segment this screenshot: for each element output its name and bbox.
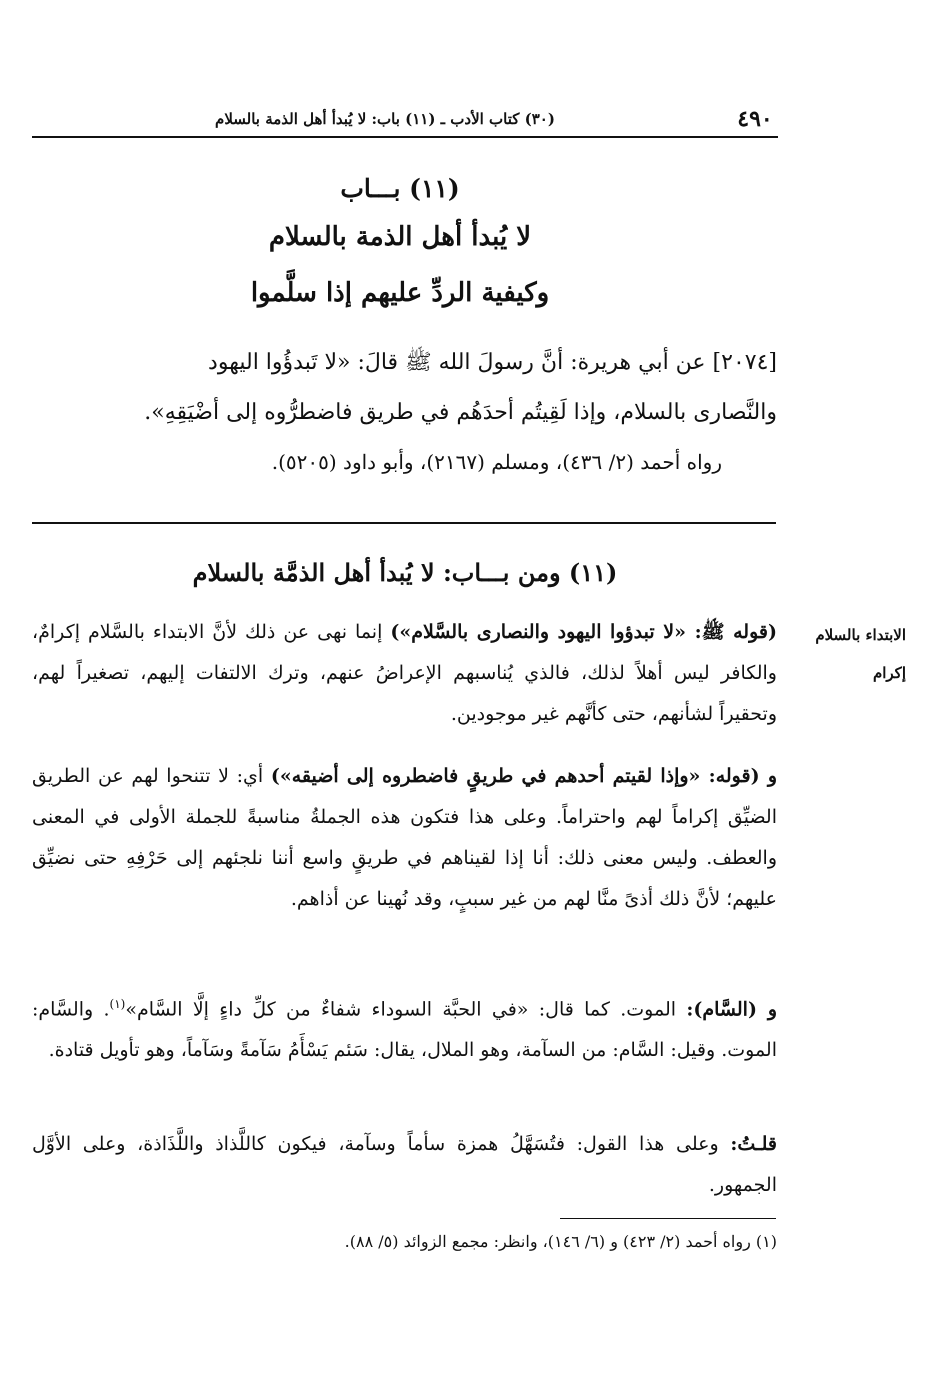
running-header: (٣٠) كتاب الأدب ـ (١١) باب: لا يُبدأ أهل الذمة بالسلام (215, 110, 555, 128)
footnote-reference: (١) (109, 997, 126, 1011)
hadith-text (32, 338, 777, 438)
p4-text: وعلى هذا القول: فتُسَهَّلُ همزة سأماً وسآمة، فيكون كاللَّذاذ واللَّذَاذة، وعلى الأوَّل الجمهور. (32, 1133, 777, 1196)
footnote-rule (560, 1218, 776, 1219)
section-divider (32, 522, 776, 524)
p2-lead: و (قوله: «وإذا لقيتم أحدهم في طريقٍ فاضطروه إلى أضيقه») (270, 765, 777, 787)
commentary-paragraph-2 (32, 756, 777, 920)
commentary-paragraph-4 (32, 1124, 777, 1206)
header-rule (32, 136, 778, 138)
margin-note-1: الابتداء بالسلام (815, 626, 906, 644)
commentary-title: (١١) ومن بـــاب: لا يُبدأ أهل الذمَّة بالسلام (192, 558, 618, 587)
commentary-paragraph-3 (32, 984, 777, 1071)
p1-text: إنما نهى عن ذلك لأنَّ الابتداء بالسَّلام إكرامٌ، والكافر ليس أهلاً لذلك، فالذي يُناسبهم الإعراضُ عنهم، وترك الالتفات إليهم، تصغيراً لهم، وتحقيراً لشأنهم، حتى كأنَّهم غير موجودين. (32, 621, 777, 725)
hadith-line-1: [٢٠٧٤] عن أبي هريرة: أنَّ رسولَ الله ﷺ قالَ: «لا تَبدؤُوا اليهود (208, 350, 777, 375)
p3-lead: و (السَّام): (686, 998, 777, 1021)
hadith-source: رواه أحمد (٢/ ٤٣٦)، ومسلم (٢١٦٧)، وأبو داود (٥٢٠٥). (271, 450, 722, 474)
p1-lead: (قوله ﷺ: «لا تبدؤوا اليهود والنصارى بالسَّلام») (390, 621, 777, 643)
page-number: ٤٩٠ (737, 106, 773, 132)
p4-lead: قلـتُ: (730, 1133, 777, 1155)
margin-note-2: إكرام (872, 664, 906, 682)
p3-text-a: الموت. كما قال: «في الحبَّة السوداء شفاءٌ من كلِّ داءٍ إلَّا السَّام» (125, 998, 687, 1021)
p2-text: أي: لا تتنحوا لهم عن الطريق الضيِّق إكراماً لهم واحتراماً. وعلى هذا فتكون هذه الجملةُ مناسبةً للجملة الأولى في المعنى والعطف. وليس معنى ذلك: أنا إذا لقيناهم في طريقٍ واسع أننا نلجئهم إلى حَرْفِهِ حتى نضيِّق عليهم؛ لأنَّ ذلك أذىً منَّا لهم من غير سببٍ، وقد نُهينا عن أذاهم. (32, 765, 777, 910)
footnote: (١) رواه أحمد (٢/ ٤٢٣) و (٦/ ١٤٦)، وانظر: مجمع الزوائد (٥/ ٨٨). (344, 1232, 777, 1251)
commentary-paragraph-1 (32, 612, 777, 735)
hadith-line-2: والنَّصارى بالسلام، وإذا لَقِيتُم أحدَهُم في طريق فاضطرُّوه إلى أضْيَقِهِ». (144, 400, 777, 425)
chapter-title-line-2: وكيفية الردِّ عليهم إذا سلَّموا (250, 278, 550, 308)
p3-text-b: . والسَّام: الموت. وقيل: السَّام: من السآمة، وهو الملال، يقال: سَئم يَسْأَمُ سَآمةً وسَآماً، وهو تأويل قتادة. (32, 998, 777, 1062)
chapter-title-line-1: لا يُبدأ أهل الذمة بالسلام (268, 222, 532, 252)
chapter-label: (١١) بـــاب (340, 174, 460, 203)
